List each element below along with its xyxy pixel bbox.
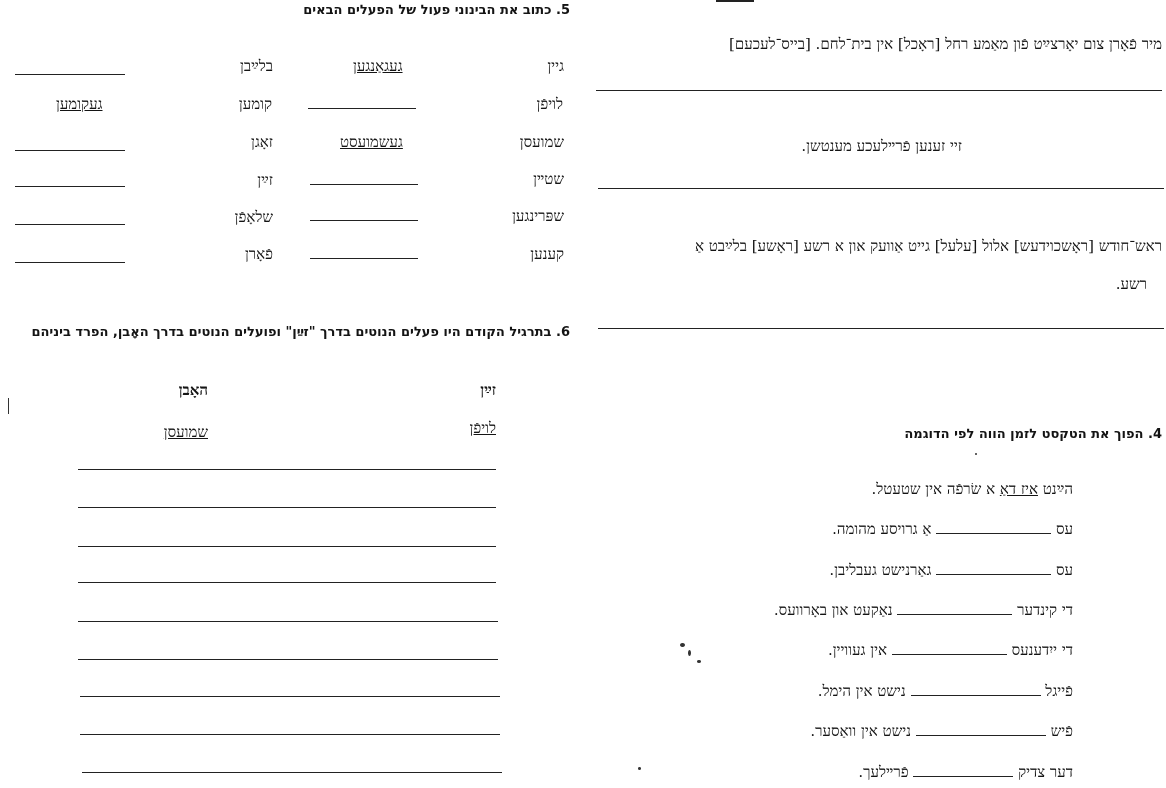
column-heading-hobn: האָבן: [178, 381, 208, 399]
writing-line[interactable]: [82, 772, 502, 773]
exercise-line: [829, 561, 1073, 580]
subject: פֿייגל: [1045, 682, 1073, 700]
scan-speck: [680, 643, 685, 647]
example-post: א שׂרפֿה אין שטעטל.: [871, 480, 996, 498]
exercise-line: [858, 763, 1073, 782]
example-verb: איז דאַ: [999, 480, 1038, 498]
column-heading-zayn: זײַן: [480, 381, 496, 399]
exercise-line: [774, 601, 1073, 620]
rest: אין געוויין.: [827, 641, 888, 659]
answer-blank[interactable]: [897, 602, 1012, 615]
exercise-line: [832, 520, 1073, 539]
filled-answer: געגאַנגען: [353, 57, 403, 75]
scan-speck: [697, 660, 701, 663]
answer-blank[interactable]: [916, 723, 1046, 736]
rest: גאַרנישט געבליבן.: [829, 561, 932, 579]
answer-blank[interactable]: [15, 262, 125, 263]
margin-mark: [8, 398, 9, 414]
rest: אַ גרויסע מהומה.: [832, 520, 932, 538]
subject: דער צדיק: [1018, 763, 1073, 781]
example-hobn-verb: שמועסן: [163, 423, 208, 441]
answer-blank[interactable]: [310, 220, 418, 221]
answer-blank[interactable]: [892, 642, 1007, 655]
verb-label: לויפֿן: [536, 95, 563, 113]
verb-label: שטײן: [533, 170, 564, 188]
verb-label: שלאָפֿן: [234, 208, 273, 226]
subject: די קינדער: [1017, 601, 1073, 619]
verb-label: שמועסן: [519, 133, 564, 151]
writing-line[interactable]: [598, 328, 1164, 329]
answer-blank[interactable]: [15, 150, 125, 151]
writing-line[interactable]: [78, 507, 496, 508]
section6-heading: 6. בתרגיל הקודם היו פעלים הנוטים בדרך "זײַן" ופועלים הנוטים בדרך האָבן, הפרד ביניהם: [31, 325, 570, 340]
writing-line[interactable]: [80, 734, 500, 735]
answer-blank[interactable]: [310, 184, 418, 185]
writing-line[interactable]: [78, 621, 498, 622]
example-sentence: [872, 480, 1073, 499]
answer-blank[interactable]: [15, 224, 125, 225]
sentence: רשע.: [1115, 275, 1147, 293]
writing-line[interactable]: [78, 546, 496, 547]
filled-answer: געשמועסט: [340, 133, 403, 151]
verb-label: שפּרינגען: [512, 207, 564, 225]
exercise-line: [828, 641, 1073, 660]
answer-blank[interactable]: [936, 521, 1051, 534]
verb-label: פֿאָרן: [244, 245, 273, 263]
verb-label: זאָגן: [251, 133, 273, 151]
writing-line[interactable]: [78, 582, 496, 583]
sentence: ראש־חודש [ראָשכוידעש] אלול [עלעל] גייט אַוועק און א רשע [ראָשע] בלײַבט אַ: [694, 237, 1162, 255]
exercise-line: [810, 722, 1073, 741]
example-pre: הײַנט: [1042, 480, 1073, 498]
answer-blank[interactable]: [308, 108, 416, 109]
subject: די ייִדענעס: [1011, 641, 1073, 659]
scan-speck: [975, 453, 977, 455]
rest: נישט אין וואַסער.: [810, 722, 912, 740]
writing-line[interactable]: [596, 90, 1162, 91]
answer-blank[interactable]: [15, 74, 125, 75]
verb-label: זײַן: [257, 171, 273, 189]
writing-line[interactable]: [80, 696, 500, 697]
scan-speck: [638, 767, 641, 770]
verb-label: קומען: [238, 95, 272, 113]
exercise-line: [818, 682, 1073, 701]
rest: נאַקעט און באָרוועס.: [773, 601, 893, 619]
section5-heading: 5. כתוב את הבינוני פעול של הפעלים הבאים: [303, 3, 570, 18]
answer-blank[interactable]: [936, 562, 1051, 575]
subject: עס: [1055, 561, 1073, 579]
rest: נישט אין הימל.: [817, 682, 906, 700]
answer-blank[interactable]: [310, 258, 418, 259]
verb-label: קענען: [530, 245, 564, 263]
answer-blank[interactable]: [913, 764, 1013, 777]
answer-blank[interactable]: [15, 186, 125, 187]
rest: פֿרײלעך.: [858, 763, 909, 781]
verb-label: בלײַבן: [240, 57, 273, 75]
verb-label: גיין: [547, 57, 564, 75]
writing-line[interactable]: [598, 188, 1164, 189]
answer-blank[interactable]: [911, 683, 1041, 696]
scan-speck: [688, 650, 691, 656]
sentence: מיר פֿאָרן צום יאָרצײַט פֿון מאַמע רחל [ראָכל] אין בית־לחם. [בייס־לעכעם]: [729, 35, 1162, 53]
subject: פֿיש: [1050, 722, 1073, 740]
cropped-mark: [716, 0, 754, 2]
example-zayn-verb: לויפֿן: [469, 419, 496, 437]
writing-line[interactable]: [78, 659, 498, 660]
filled-answer: געקומען: [56, 95, 103, 113]
subject: עס: [1055, 520, 1073, 538]
writing-line[interactable]: [78, 469, 496, 470]
section4-heading: 4. הפוך את הטקסט לזמן הווה לפי הדוגמה: [904, 427, 1162, 442]
sentence: זיי זענען פֿרײלעכע מענטשן.: [801, 137, 962, 155]
